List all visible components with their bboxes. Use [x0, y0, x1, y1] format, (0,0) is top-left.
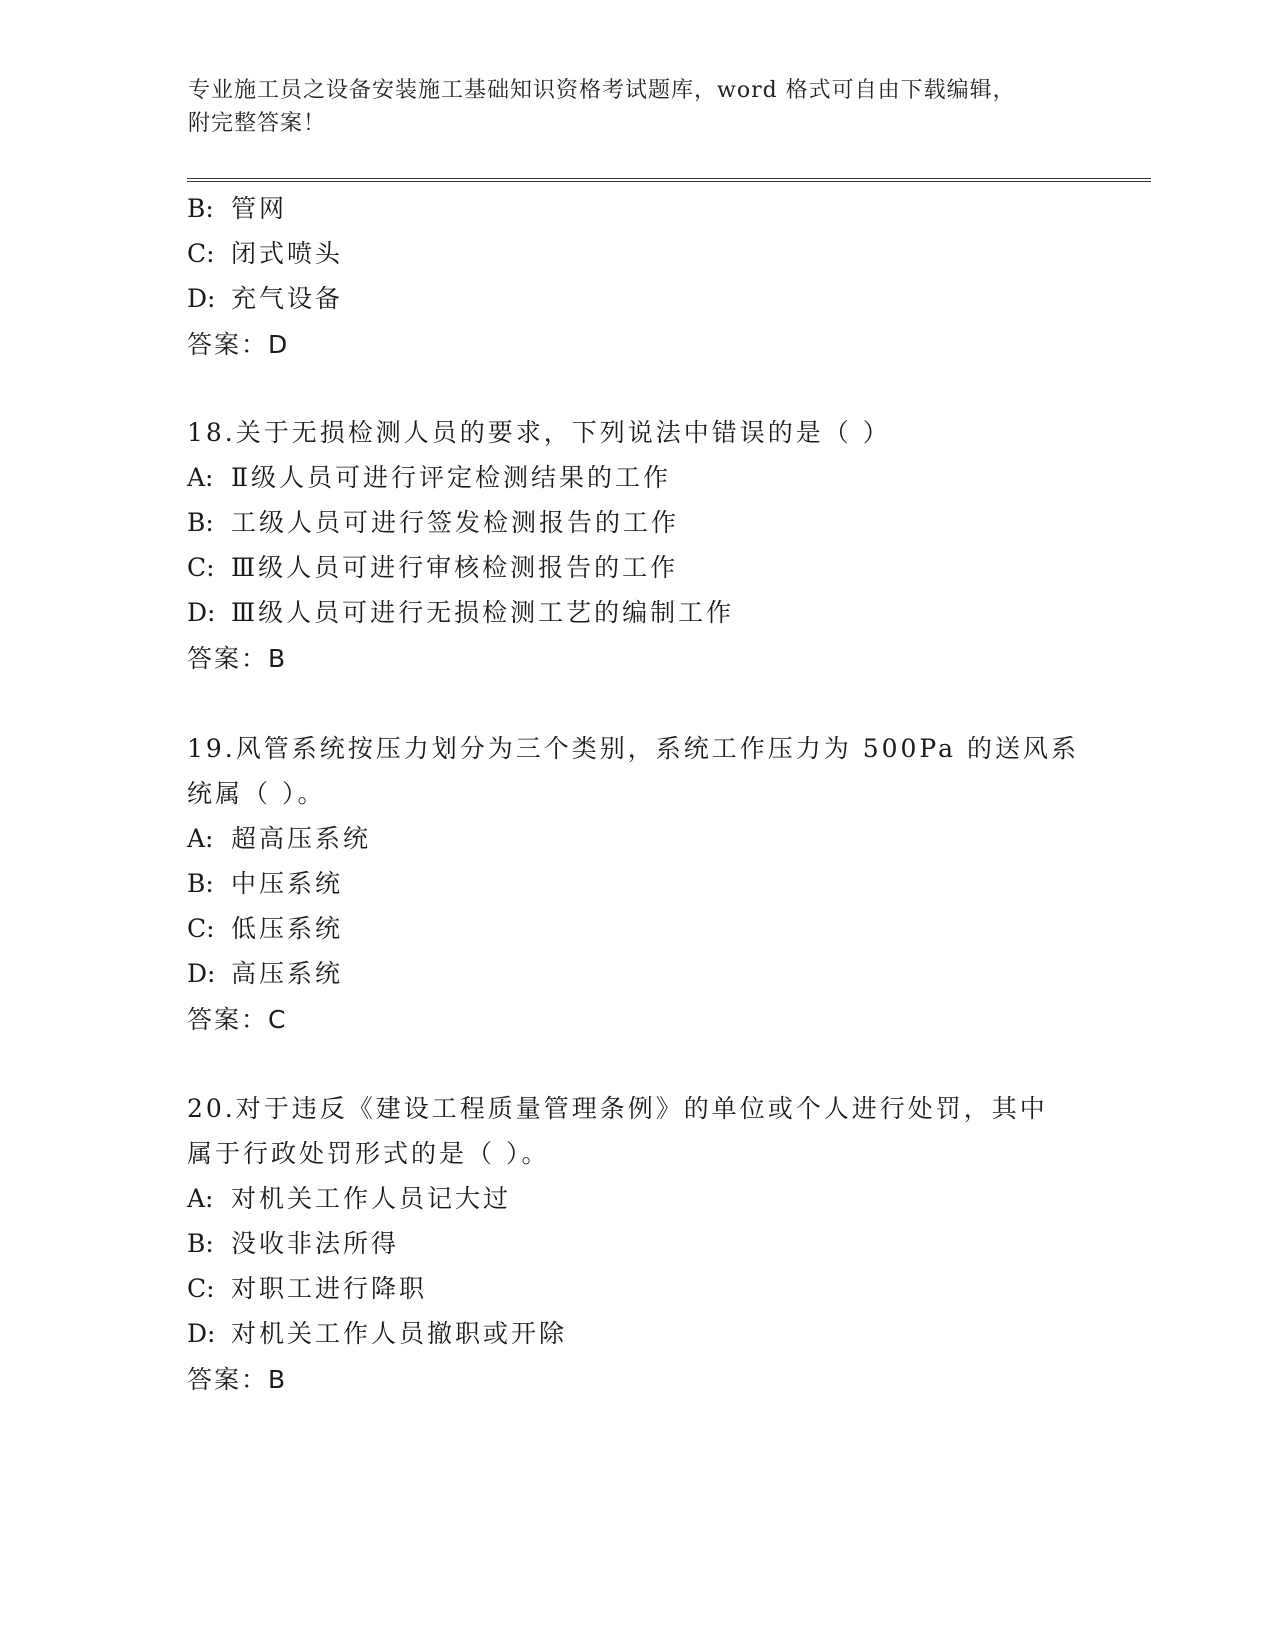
q20-option-a: A: 对机关工作人员记大过 — [187, 1184, 512, 1213]
q18-option-d: D: Ⅲ级人员可进行无损检测工艺的编制工作 — [187, 598, 735, 627]
q18-option-b: B: 工级人员可进行签发检测报告的工作 — [187, 508, 680, 537]
q20-stem-line-2: 属于行政处罚形式的是（ ）。 — [187, 1139, 550, 1168]
header-divider-top — [187, 178, 1151, 179]
q19-option-b: B: 中压系统 — [187, 869, 344, 898]
q19-answer: 答案：C — [187, 1005, 288, 1034]
header-line-1: 专业施工员之设备安装施工基础知识资格考试题库，word 格式可自由下载编辑， — [188, 78, 1016, 103]
header-line-2: 附完整答案！ — [188, 111, 327, 136]
q18-option-a: A: Ⅱ级人员可进行评定检测结果的工作 — [187, 463, 671, 492]
q17-option-c: C: 闭式喷头 — [187, 239, 344, 268]
q19-option-a: A: 超高压系统 — [187, 824, 372, 853]
q19-option-c: C: 低压系统 — [187, 914, 344, 943]
q18-answer: 答案：B — [187, 644, 288, 673]
q20-answer: 答案：B — [187, 1365, 288, 1394]
q19-option-d: D: 高压系统 — [187, 959, 344, 988]
q17-option-d: D: 充气设备 — [187, 284, 344, 313]
q19-stem-line-2: 统属（ ）。 — [187, 779, 326, 808]
header-divider-bottom — [187, 181, 1151, 182]
q19-stem-line-1: 19.风管系统按压力划分为三个类别，系统工作压力为 500Pa 的送风系 — [187, 734, 1079, 763]
q17-option-b: B: 管网 — [187, 194, 288, 223]
q18-option-c: C: Ⅲ级人员可进行审核检测报告的工作 — [187, 553, 679, 582]
q20-stem-line-1: 20.对于违反《建设工程质量管理条例》的单位或个人进行处罚，其中 — [187, 1094, 1048, 1123]
document-header — [188, 74, 1088, 140]
q17-answer: 答案：D — [187, 330, 290, 359]
q18-stem: 18.关于无损检测人员的要求，下列说法中错误的是（ ） — [187, 418, 891, 447]
q20-option-d: D: 对机关工作人员撤职或开除 — [187, 1319, 568, 1348]
q20-option-c: C: 对职工进行降职 — [187, 1274, 428, 1303]
q20-option-b: B: 没收非法所得 — [187, 1229, 400, 1258]
